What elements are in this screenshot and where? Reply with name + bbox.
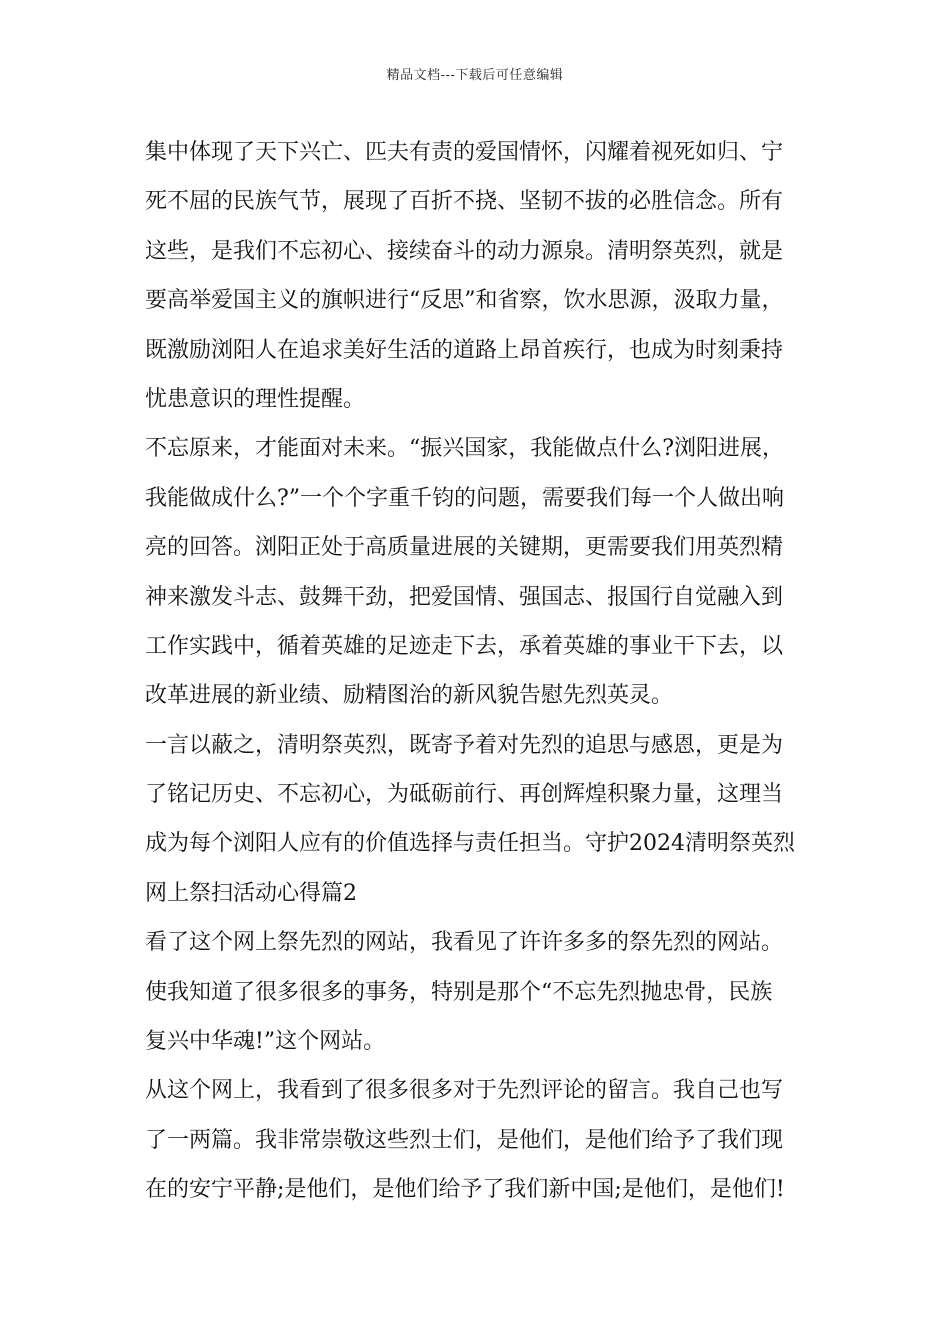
text-line: 亮的回答。浏阳正处于高质量进展的关键期，更需要我们用英烈精 — [145, 535, 784, 561]
text-line: 不忘原来，才能面对未来。“振兴国家，我能做点什么?浏阳进展， — [145, 436, 785, 462]
page-header: 精品文档---下载后可任意编辑 — [386, 68, 564, 83]
text-line: 要高举爱国主义的旗帜进行“反思”和省察，饮水思源，汲取力量， — [145, 288, 784, 314]
text-line: 看了这个网上祭先烈的网站，我看见了许许多多的祭先烈的网站。 — [145, 930, 784, 956]
text-line: 忧患意识的理性提醒。 — [145, 386, 366, 412]
text-line: 神来激发斗志、鼓舞干劲，把爱国情、强国志、报国行自觉融入到 — [145, 584, 784, 610]
document-body — [145, 128, 825, 1215]
text-line: 改革进展的新业绩、励精图治的新风貌告慰先烈英灵。 — [145, 683, 674, 709]
text-line: 集中体现了天下兴亡、匹夫有责的爱国情怀，闪耀着视死如归、宁 — [145, 140, 784, 165]
text-line: 使我知道了很多很多的事务，特别是那个“不忘先烈抛忠骨，民族 — [145, 979, 773, 1005]
text-line: 死不屈的民族气节，展现了百折不挠、坚韧不拔的必胜信念。所有 — [145, 189, 784, 215]
text-line: 了一两篇。我非常崇敬这些烈士们，是他们，是他们给予了我们现 — [145, 1127, 784, 1153]
text-line: 这些，是我们不忘初心、接续奋斗的动力源泉。清明祭英烈，就是 — [145, 238, 784, 264]
text-line: 网上祭扫活动心得篇2 — [145, 880, 357, 906]
text-line: 我能做成什么?”一个个字重千钧的问题，需要我们每一个人做出响 — [145, 485, 785, 511]
text-line: 既激励浏阳人在追求美好生活的道路上昂首疾行，也成为时刻秉持 — [145, 337, 784, 363]
text-line: 在的安宁平静;是他们，是他们给予了我们新中国;是他们，是他们! — [145, 1177, 785, 1203]
text-line: 复兴中华魂!”这个网站。 — [145, 1029, 386, 1055]
text-line: 一言以蔽之，清明祭英烈，既寄予着对先烈的追思与感恩，更是为 — [145, 732, 784, 758]
text-line: 工作实践中，循着英雄的足迹走下去，承着英雄的事业干下去，以 — [145, 633, 784, 659]
text-line: 了铭记历史、不忘初心，为砥砺前行、再创辉煌积聚力量，这理当 — [145, 782, 784, 808]
text-line: 从这个网上，我看到了很多很多对于先烈评论的留言。我自己也写 — [145, 1078, 784, 1104]
text-line: 成为每个浏阳人应有的价值选择与责任担当。守护2024清明祭英烈 — [145, 831, 795, 857]
